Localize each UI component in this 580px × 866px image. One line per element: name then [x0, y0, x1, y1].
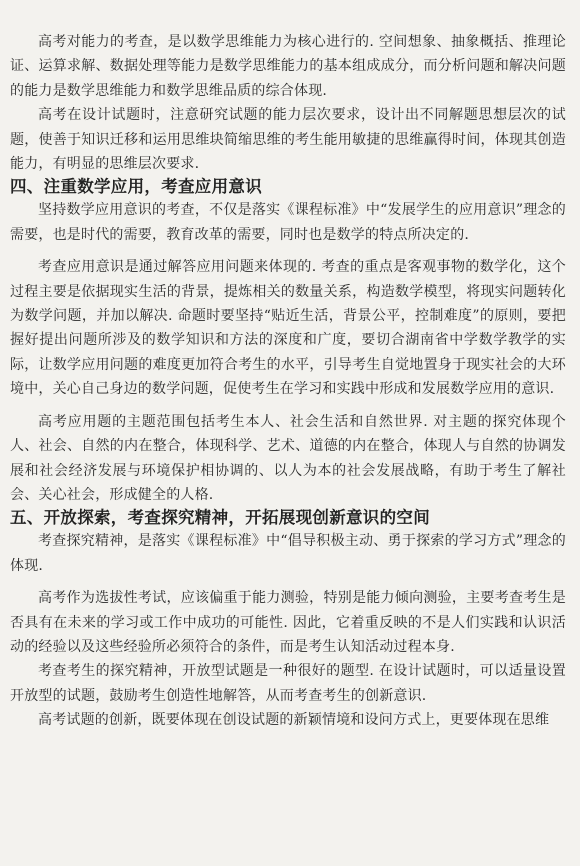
section-five-body	[10, 529, 566, 732]
paragraph: 高考应用题的主题范围包括考生本人、社会生活和自然世界. 对主题的探究体现个人、社会、自然的内在整合，体现科学、艺术、道德的内在整合，体现人与自然的协调发展和社会经济发展与环境保护相协调的、以人为本的社会发展战略，有助于考生了解社会、关心社会，形成健全的人格.	[10, 413, 566, 503]
paragraph: 高考作为选拔性考试，应该偏重于能力测验，特别是能力倾向测验，主要考查考生是否具有在未来的学习或工作中成功的可能性. 因此，它着重反映的不是人们实践和认识活动的经验以及这些经验所必须符合的条件，而是考生认知活动过程本身.	[10, 590, 566, 655]
paragraph: 高考试题的创新，既要体现在创设试题的新颖情境和设问方式上，更要体现在思维	[38, 712, 550, 729]
paragraph: 考查应用意识是通过解答应用问题来体现的. 考查的重点是客观事物的数学化，这个过程主要是依据现实生活的背景，提炼相关的数量关系，构造数学模型，将现实问题转化为数学问题，并加以解决. 命题时要坚持“贴近生活，背景公平，控制难度”的原则，要把握好提出问题所涉及的数学知识和方法的深度和广度，要切合湖南省中学数学教学的实际，让数学应用问题的难度更加符合考生的水平，引导考生自觉地置身于现实社会的大环境中，关心自己身边的数学问题，促使考生在学习和实践中形成和发展数学应用的意识.	[10, 259, 566, 398]
paragraph: 坚持数学应用意识的考查，不仅是落实《课程标准》中“发展学生的应用意识”理念的需要，也是时代的需要，教育改革的需要，同时也是数学的特点所决定的.	[10, 202, 566, 243]
section-four-body	[10, 198, 566, 507]
paragraph: 高考在设计试题时，注意研究试题的能力层次要求，设计出不同解题思想层次的试题，使善于知识迁移和运用思维块简缩思维的考生能用敏捷的思维赢得时间，体现其创造能力，有明显的思维层次要求.	[10, 107, 566, 173]
paragraph: 考查探究精神，是落实《课程标准》中“倡导积极主动、勇于探索的学习方式”理念的体现.	[10, 533, 566, 574]
section-intro	[10, 30, 566, 176]
section-heading: 五、开放探索，考查探究精神，开拓展现创新意识的空间	[10, 508, 430, 528]
section-heading: 四、注重数学应用，考查应用意识	[10, 177, 262, 197]
paragraph: 考查考生的探究精神，开放型试题是一种很好的题型. 在设计试题时，可以适量设置开放型的试题，鼓励考生创造性地解答，从而考查考生的创新意识.	[10, 663, 566, 704]
paragraph: 高考对能力的考查，是以数学思维能力为核心进行的. 空间想象、抽象概括、推理论证、运算求解、数据处理等能力是数学思维能力的基本组成成分，而分析问题和解决问题的能力是数学思维能力和数学思维品质的综合体现.	[10, 34, 566, 99]
